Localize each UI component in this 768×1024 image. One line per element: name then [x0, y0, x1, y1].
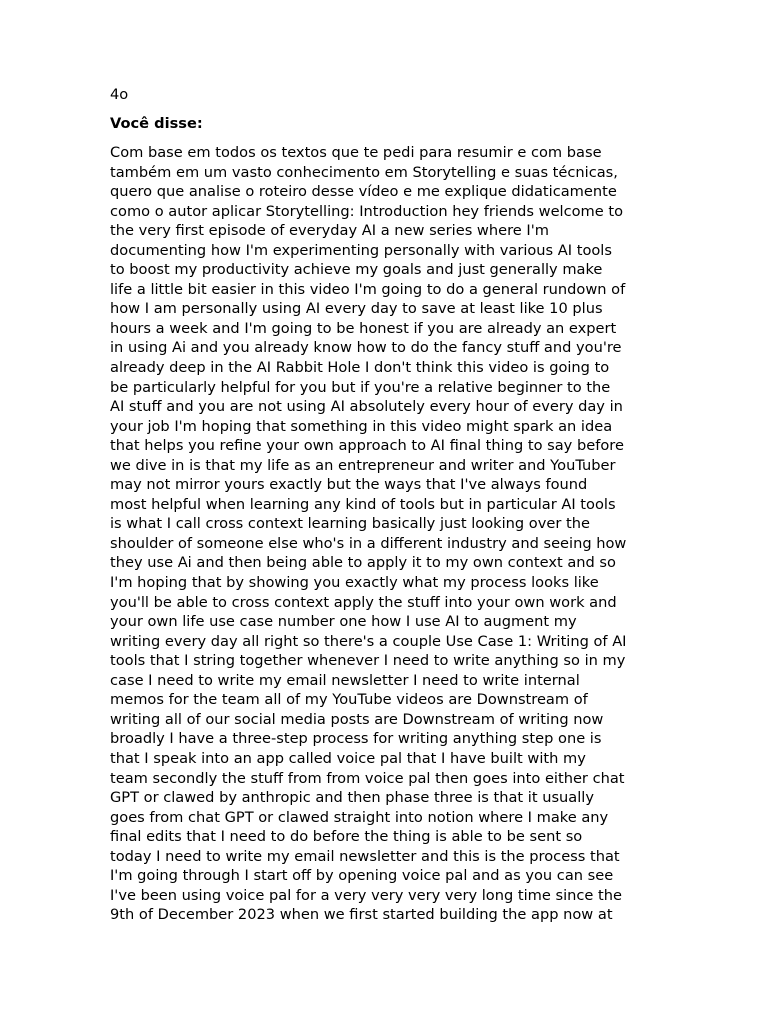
message-line: case I need to write my email newsletter I need to write internal — [110, 671, 580, 689]
message-line: may not mirror yours exactly but the ways that I've always found — [110, 476, 588, 494]
speaker-label: Você disse: — [110, 115, 203, 132]
message-line: I'm going through I start off by opening voice pal and as you can see — [110, 867, 614, 885]
message-line: in using Ai and you already know how to do the fancy stuff and you're — [110, 339, 622, 357]
message-line: 9th of December 2023 when we first started building the app now at — [110, 906, 613, 924]
message-line: documenting how I'm experimenting personally with various AI tools — [110, 241, 612, 259]
message-line: como o autor aplicar Storytelling: Introduction hey friends welcome to — [110, 202, 624, 220]
message-line: AI stuff and you are not using AI absolutely every hour of every day in — [110, 398, 623, 416]
model-label: 4o — [110, 86, 129, 103]
message-line: already deep in the AI Rabbit Hole I don't think this video is going to — [110, 359, 610, 377]
message-line: quero que analise o roteiro desse vídeo e me explique didaticamente — [110, 183, 617, 201]
message-line: today I need to write my email newsletter and this is the process that — [110, 847, 620, 865]
message-line: também em um vasto conhecimento em Storytelling e suas técnicas, — [110, 163, 618, 181]
message-line: your own life use case number one how I use AI to augment my — [110, 613, 577, 631]
message-line: writing all of our social media posts are Downstream of writing now — [110, 710, 604, 728]
message-line: that I speak into an app called voice pal that I have built with my — [110, 749, 586, 767]
message-line: team secondly the stuff from from voice pal then goes into either chat — [110, 769, 625, 787]
message-line: Com base em todos os textos que te pedi para resumir e com base — [110, 144, 602, 161]
message-line: memos for the team all of my YouTube videos are Downstream of — [110, 691, 588, 709]
message-line: hours a week and I'm going to be honest if you are already an expert — [110, 319, 617, 337]
message-line: we dive in is that my life as an entrepreneur and writer and YouTuber — [110, 456, 616, 474]
message-line: your job I'm hoping that something in this video might spark an idea — [110, 417, 613, 435]
message-line: you'll be able to cross context apply the stuff into your own work and — [110, 593, 617, 611]
message-line: how I am personally using AI every day to save at least like 10 plus — [110, 300, 603, 318]
message-line: they use Ai and then being able to apply it to my own context and so — [110, 554, 616, 572]
message-line: writing every day all right so there's a couple Use Case 1: Writing of AI — [110, 632, 627, 650]
message-line: I've been using voice pal for a very very very very long time since the — [110, 886, 622, 904]
message-line: tools that I string together whenever I need to write anything so in my — [110, 652, 626, 670]
message-line: shoulder of someone else who's in a different industry and seeing how — [110, 534, 627, 552]
message-line: final edits that I need to do before the thing is able to be sent so — [110, 828, 583, 846]
message-line: broadly I have a three-step process for writing anything step one is — [110, 730, 602, 748]
message-line: I'm hoping that by showing you exactly what my process looks like — [110, 574, 599, 592]
message-line: life a little bit easier in this video I'm going to do a general rundown of — [110, 280, 626, 298]
message-line: is what I call cross context learning basically just looking over the — [110, 515, 590, 533]
message-body — [110, 143, 670, 925]
message-line: GPT or clawed by anthropic and then phase three is that it usually — [110, 789, 594, 807]
message-line: most helpful when learning any kind of tools but in particular AI tools — [110, 495, 616, 513]
message-line: goes from chat GPT or clawed straight into notion where I make any — [110, 808, 609, 826]
message-line: that helps you refine your own approach to AI final thing to say before — [110, 437, 624, 455]
message-line: to boost my productivity achieve my goals and just generally make — [110, 261, 603, 279]
message-line: be particularly helpful for you but if you're a relative beginner to the — [110, 378, 611, 396]
message-line: the very first episode of everyday AI a new series where I'm — [110, 222, 549, 240]
